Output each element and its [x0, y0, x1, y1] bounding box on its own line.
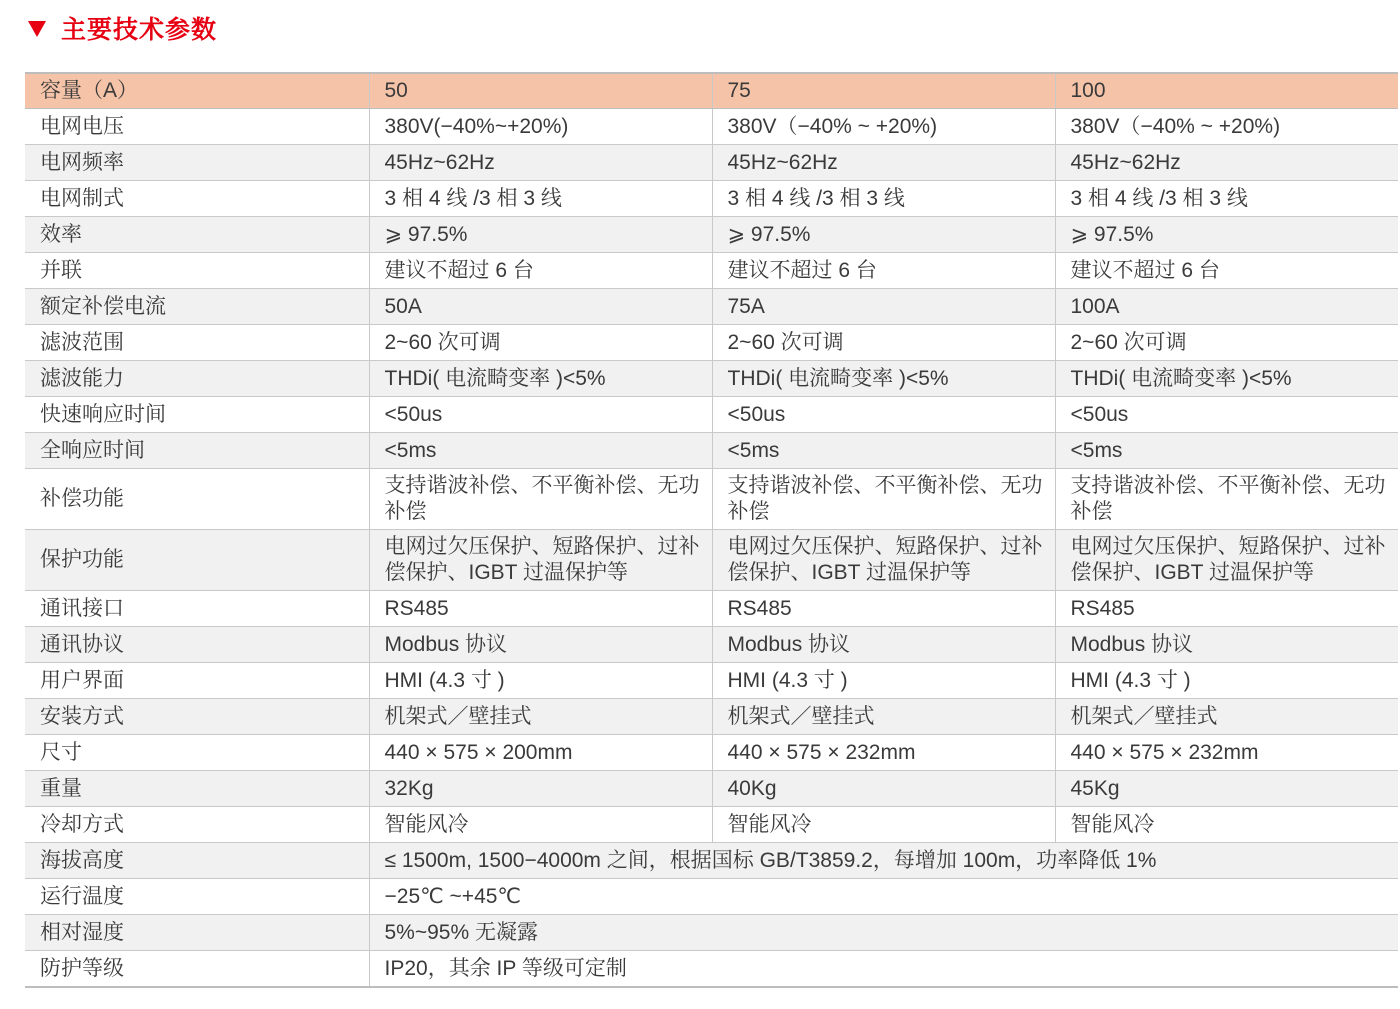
value-cell: RS485: [369, 591, 712, 627]
row-label-cell: 安装方式: [25, 699, 369, 735]
value-cell: 3 相 4 线 /3 相 3 线: [369, 181, 712, 217]
table-row: [25, 735, 1398, 771]
value-cell: ⩾ 97.5%: [1055, 217, 1398, 253]
value-cell: <5ms: [1055, 433, 1398, 469]
value-cell: ⩾ 97.5%: [712, 217, 1055, 253]
value-cell: −25℃ ~+45℃: [369, 879, 1398, 915]
value-cell: <50us: [1055, 397, 1398, 433]
value-cell: 440 × 575 × 232mm: [712, 735, 1055, 771]
value-cell: <5ms: [369, 433, 712, 469]
row-label-cell: 滤波能力: [25, 361, 369, 397]
table-row: [25, 145, 1398, 181]
table-row: [25, 433, 1398, 469]
value-cell: 建议不超过 6 台: [369, 253, 712, 289]
value-cell: 智能风冷: [369, 807, 712, 843]
value-cell: THDi( 电流畸变率 )<5%: [369, 361, 712, 397]
row-label-cell: 电网频率: [25, 145, 369, 181]
row-label-cell: 通讯协议: [25, 627, 369, 663]
row-label-cell: 并联: [25, 253, 369, 289]
value-cell: 45Hz~62Hz: [369, 145, 712, 181]
row-label-cell: 效率: [25, 217, 369, 253]
value-cell: 40Kg: [712, 771, 1055, 807]
row-label-cell: 运行温度: [25, 879, 369, 915]
header-cell-100: 100: [1055, 73, 1398, 109]
row-label-cell: 相对湿度: [25, 915, 369, 951]
section-title: 主要技术参数: [61, 16, 218, 44]
row-label-cell: 快速响应时间: [25, 397, 369, 433]
value-cell: 2~60 次可调: [369, 325, 712, 361]
row-label-cell: 通讯接口: [25, 591, 369, 627]
header-cell-50: 50: [369, 73, 712, 109]
table-row: [25, 771, 1398, 807]
table-row: [25, 591, 1398, 627]
table-row: [25, 289, 1398, 325]
table-row: [25, 843, 1398, 879]
table-row: [25, 361, 1398, 397]
value-cell: Modbus 协议: [1055, 627, 1398, 663]
value-cell: 380V(−40%~+20%): [369, 109, 712, 145]
value-cell: Modbus 协议: [369, 627, 712, 663]
table-row: [25, 879, 1398, 915]
row-label-cell: 用户界面: [25, 663, 369, 699]
row-label-cell: 电网电压: [25, 109, 369, 145]
row-label-cell: 冷却方式: [25, 807, 369, 843]
value-cell: 电网过欠压保护、短路保护、过补偿保护、IGBT 过温保护等: [369, 530, 712, 591]
table-row: [25, 397, 1398, 433]
header-cell-75: 75: [712, 73, 1055, 109]
spec-table: [25, 72, 1398, 988]
value-cell: 50A: [369, 289, 712, 325]
value-cell: 45Hz~62Hz: [1055, 145, 1398, 181]
spec-table-body: [25, 73, 1398, 987]
value-cell: 75A: [712, 289, 1055, 325]
value-cell: 建议不超过 6 台: [1055, 253, 1398, 289]
value-cell: 32Kg: [369, 771, 712, 807]
value-cell: <5ms: [712, 433, 1055, 469]
row-label-cell: 海拔高度: [25, 843, 369, 879]
table-row: [25, 699, 1398, 735]
table-header-row: [25, 73, 1398, 109]
value-cell: 建议不超过 6 台: [712, 253, 1055, 289]
value-cell: 智能风冷: [712, 807, 1055, 843]
value-cell: 2~60 次可调: [1055, 325, 1398, 361]
table-row: [25, 181, 1398, 217]
row-label-cell: 电网制式: [25, 181, 369, 217]
value-cell: HMI (4.3 寸 ): [712, 663, 1055, 699]
value-cell: 支持谐波补偿、不平衡补偿、无功补偿: [712, 469, 1055, 530]
value-cell: THDi( 电流畸变率 )<5%: [712, 361, 1055, 397]
value-cell: 440 × 575 × 200mm: [369, 735, 712, 771]
row-label-cell: 防护等级: [25, 951, 369, 988]
value-cell: ⩾ 97.5%: [369, 217, 712, 253]
table-row: [25, 530, 1398, 591]
row-label-cell: 全响应时间: [25, 433, 369, 469]
table-row: [25, 325, 1398, 361]
value-cell: <50us: [369, 397, 712, 433]
value-cell: 电网过欠压保护、短路保护、过补偿保护、IGBT 过温保护等: [712, 530, 1055, 591]
value-cell: 3 相 4 线 /3 相 3 线: [712, 181, 1055, 217]
value-cell: 45Kg: [1055, 771, 1398, 807]
value-cell: 支持谐波补偿、不平衡补偿、无功补偿: [369, 469, 712, 530]
row-label-cell: 额定补偿电流: [25, 289, 369, 325]
value-cell: RS485: [1055, 591, 1398, 627]
value-cell: 机架式／壁挂式: [712, 699, 1055, 735]
value-cell: THDi( 电流畸变率 )<5%: [1055, 361, 1398, 397]
value-cell: 5%~95% 无凝露: [369, 915, 1398, 951]
value-cell: <50us: [712, 397, 1055, 433]
row-label-cell: 补偿功能: [25, 469, 369, 530]
value-cell: ≤ 1500m, 1500−4000m 之间，根据国标 GB/T3859.2，每增加 100m，功率降低 1%: [369, 843, 1398, 879]
table-row: [25, 253, 1398, 289]
table-row: [25, 807, 1398, 843]
table-row: [25, 469, 1398, 530]
table-row: [25, 663, 1398, 699]
row-label-cell: 尺寸: [25, 735, 369, 771]
value-cell: 100A: [1055, 289, 1398, 325]
triangle-down-icon: [28, 21, 46, 37]
table-row: [25, 951, 1398, 988]
value-cell: 电网过欠压保护、短路保护、过补偿保护、IGBT 过温保护等: [1055, 530, 1398, 591]
table-row: [25, 915, 1398, 951]
row-label-cell: 滤波范围: [25, 325, 369, 361]
header-cell-capacity: 容量（A）: [25, 73, 369, 109]
value-cell: 智能风冷: [1055, 807, 1398, 843]
value-cell: HMI (4.3 寸 ): [1055, 663, 1398, 699]
value-cell: 机架式／壁挂式: [1055, 699, 1398, 735]
value-cell: IP20，其余 IP 等级可定制: [369, 951, 1398, 988]
value-cell: 机架式／壁挂式: [369, 699, 712, 735]
table-row: [25, 109, 1398, 145]
value-cell: HMI (4.3 寸 ): [369, 663, 712, 699]
row-label-cell: 重量: [25, 771, 369, 807]
table-row: [25, 627, 1398, 663]
table-row: [25, 217, 1398, 253]
row-label-cell: 保护功能: [25, 530, 369, 591]
value-cell: 380V（−40% ~ +20%): [712, 109, 1055, 145]
value-cell: 45Hz~62Hz: [712, 145, 1055, 181]
section-heading: [28, 10, 217, 46]
value-cell: 2~60 次可调: [712, 325, 1055, 361]
value-cell: RS485: [712, 591, 1055, 627]
value-cell: 440 × 575 × 232mm: [1055, 735, 1398, 771]
value-cell: Modbus 协议: [712, 627, 1055, 663]
value-cell: 支持谐波补偿、不平衡补偿、无功补偿: [1055, 469, 1398, 530]
value-cell: 3 相 4 线 /3 相 3 线: [1055, 181, 1398, 217]
value-cell: 380V（−40% ~ +20%): [1055, 109, 1398, 145]
